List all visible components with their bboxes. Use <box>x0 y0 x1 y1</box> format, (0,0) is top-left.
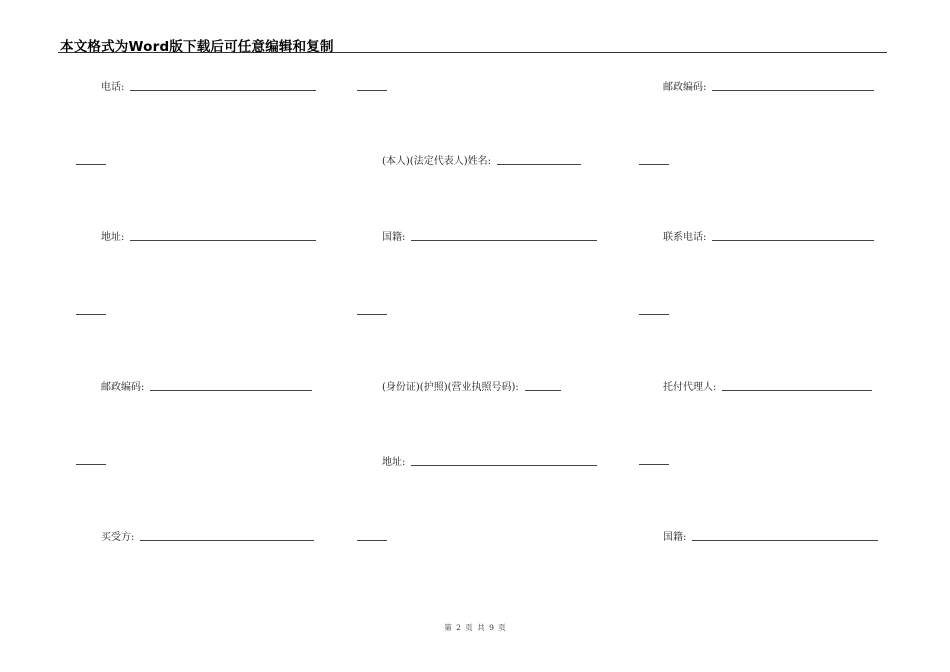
page-number-footer <box>0 622 950 633</box>
id-numbers-blank-line[interactable] <box>525 390 561 391</box>
footer-total-prefix: 共 <box>477 623 485 632</box>
blank-line[interactable] <box>357 90 387 91</box>
nationality-label: 国籍: <box>663 532 687 543</box>
nationality-blank-line[interactable] <box>692 540 878 541</box>
footer-page-unit: 页 <box>465 623 473 632</box>
postcode-label: 邮政编码: <box>663 82 707 93</box>
address-field <box>382 454 597 468</box>
owner-name-label: (本人)(法定代表人)姓名: <box>382 156 491 167</box>
address-label: 地址: <box>382 457 406 468</box>
id-numbers-label: (身份证)(护照)(营业执照号码): <box>382 382 519 393</box>
blank-line[interactable] <box>639 164 669 165</box>
address-field <box>101 229 316 243</box>
header-divider <box>58 52 887 53</box>
postcode-field <box>101 379 312 393</box>
phone-field <box>101 79 316 93</box>
blank-line[interactable] <box>639 464 669 465</box>
id-numbers-field <box>382 379 561 393</box>
contact-phone-field <box>663 229 874 243</box>
blank-line[interactable] <box>76 164 106 165</box>
agent-field <box>663 379 872 393</box>
postcode-label: 邮政编码: <box>101 382 145 393</box>
address-blank-line[interactable] <box>411 465 597 466</box>
address-blank-line[interactable] <box>130 240 316 241</box>
nationality-blank-line[interactable] <box>411 240 597 241</box>
buyer-blank-line[interactable] <box>140 540 314 541</box>
footer-total-pages: 9 <box>489 623 494 632</box>
owner-name-blank-line[interactable] <box>497 164 581 165</box>
footer-total-unit: 页 <box>498 623 506 632</box>
phone-blank-line[interactable] <box>130 90 316 91</box>
postcode-field <box>663 79 874 93</box>
address-label: 地址: <box>101 232 125 243</box>
contact-phone-label: 联系电话: <box>663 232 707 243</box>
agent-blank-line[interactable] <box>722 390 872 391</box>
nationality-field <box>382 229 597 243</box>
blank-line[interactable] <box>357 314 387 315</box>
buyer-label: 买受方: <box>101 532 135 543</box>
postcode-blank-line[interactable] <box>712 90 874 91</box>
blank-line[interactable] <box>639 314 669 315</box>
footer-prefix: 第 <box>444 623 452 632</box>
blank-line[interactable] <box>76 464 106 465</box>
nationality-field <box>663 529 878 543</box>
nationality-label: 国籍: <box>382 232 406 243</box>
footer-page-number: 2 <box>456 623 461 632</box>
blank-line[interactable] <box>76 314 106 315</box>
buyer-field <box>101 529 314 543</box>
blank-line[interactable] <box>357 540 387 541</box>
phone-label: 电话: <box>101 82 125 93</box>
contact-phone-blank-line[interactable] <box>712 240 874 241</box>
agent-label: 托付代理人: <box>663 382 717 393</box>
document-header-title: 本文格式为Word版下载后可任意编辑和复制 <box>60 39 334 55</box>
owner-name-field <box>382 153 581 167</box>
postcode-blank-line[interactable] <box>150 390 312 391</box>
